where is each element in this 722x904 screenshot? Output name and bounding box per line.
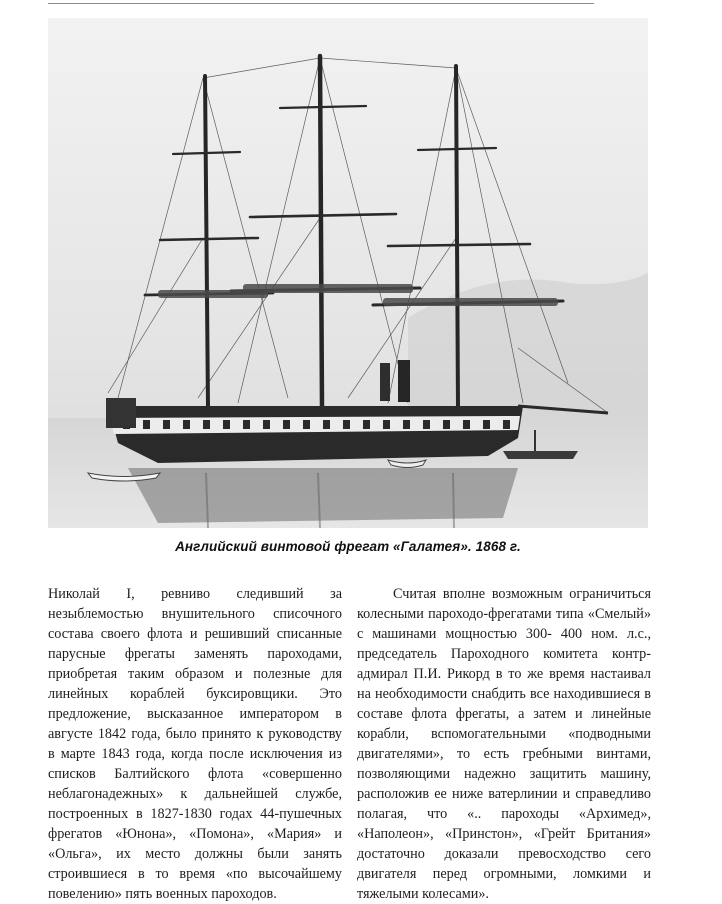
paragraph: Николай I, ревниво следивший за незыблемостью внушительного списочного состава своего флота и решивший списанные парусные фрегаты заменять пароходами, приобретая таким образом и полезные для линейных кораблей буксировщики. Это предложение, высказанное императором в августе 1842 года, было принято к руководству в марте 1843 года, когда после исключения из списков Балтийского флота «совершенно неблагонадежных» к дальнейшей службе, построенных в 1827-1830 годах 44-пушечных фрегатов «Юнона», «Помона», «Мария» и «Ольга», их место должны были занять строившиеся в то время «по высочайшему повелению» пять военных пароходов. (48, 586, 342, 902)
top-rule (48, 3, 594, 4)
funnel (380, 363, 390, 401)
funnel (398, 360, 410, 402)
frigate-photo (48, 18, 648, 528)
photo-caption: Английский винтовой фрегат «Галатея». 1868 г. (175, 539, 521, 554)
paragraph: Считая вполне возможным ограничиться колесными пароходо-фрегатами типа «Смелый» с машинами мощностью 300- 400 ном. л.с., председатель Пароходного комитета контр-адмирал П.И. Рикорд в то же время настаивал на необходимости снабдить все находившиеся в составе флота фрегаты, а затем и линейные корабли, вспомогательными «подводными двигателями», то есть гребными винтами, позволяющими надежно защитить машину, расположив ее ниже ватерлинии и справедливо полагая, что «.. пароходы «Архимед», «Наполеон», «Принстон», «Грейт Британия» достаточно доказали превосходство сего двигателя перед огромными, ломкими и тяжелыми колесами». (357, 586, 651, 902)
text-column-left (48, 584, 342, 904)
text-column-right (357, 584, 651, 904)
hull (108, 406, 523, 463)
